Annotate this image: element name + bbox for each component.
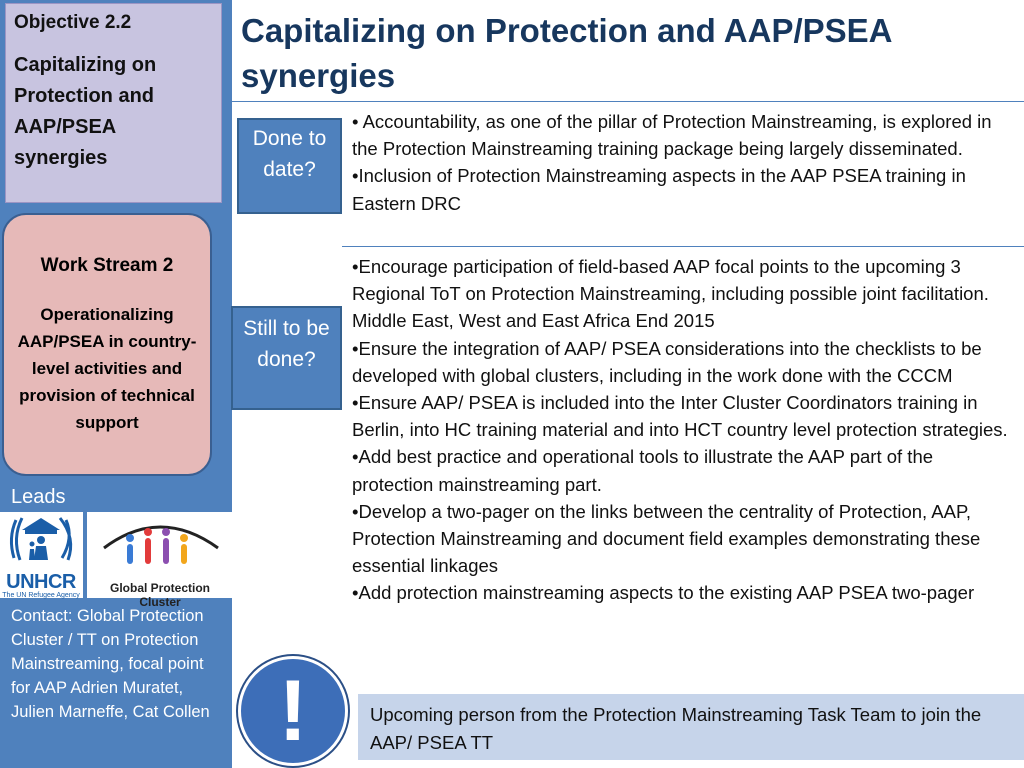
sidebar: [0, 0, 232, 768]
gpc-name: Global Protection Cluster: [109, 581, 210, 609]
workstream-title: Work Stream 2: [40, 255, 174, 276]
list-item: •Inclusion of Protection Mainstreaming aspects in the AAP PSEA training in Eastern DRC: [352, 165, 966, 214]
unhcr-tagline: The UN Refugee Agency: [2, 592, 80, 599]
list-item: •Ensure AAP/ PSEA is included into the Inter Cluster Coordinators training in Berlin, into HC training material and into HCT country level protection strategies.: [352, 392, 1008, 441]
page-title: Capitalizing on Protection and AAP/PSEA synergies: [241, 12, 892, 94]
logo-divider: [83, 512, 87, 598]
exclamation-icon: !: [238, 656, 348, 766]
workstream-description: Operationalizing AAP/PSEA in country-level activities and provision of technical support: [17, 305, 197, 432]
list-item: •Develop a two-pager on the links between the centrality of Protection, AAP, Protection Mainstreaming and document field examples demonstrating these essential linkages: [352, 500, 981, 577]
unhcr-emblem-icon: [0, 512, 82, 568]
workstream-box: [2, 213, 212, 476]
gpc-logo: [90, 512, 230, 609]
lead-logos: [0, 512, 232, 609]
section-divider: [342, 246, 1024, 247]
still-to-be-done-label: Still to be done?: [231, 306, 342, 410]
objective-number: Objective 2.2: [14, 12, 132, 33]
unhcr-logo: [0, 512, 82, 598]
upcoming-note: Upcoming person from the Protection Mainstreaming Task Team to join the AAP/ PSEA TT: [358, 694, 1024, 760]
contact-info: Contact: Global Protection Cluster / TT on Protection Mainstreaming, focal point for AAP Adrien Muratet, Julien Marneffe, Cat Collen: [11, 607, 210, 721]
list-item: • Accountability, as one of the pillar of Protection Mainstreaming, is explored in the Protection Mainstreaming training package being largely disseminated.: [352, 111, 992, 160]
list-item: •Ensure the integration of AAP/ PSEA considerations into the checklists to be developed with global clusters, including in the work done with the CCCM: [352, 337, 982, 386]
list-item: •Add best practice and operational tools to illustrate the AAP part of the protection mainstreaming part.: [352, 446, 934, 495]
todo-items: [352, 253, 1017, 607]
done-to-date-label: Done to date?: [237, 118, 342, 214]
list-item: •Encourage participation of field-based AAP focal points to the upcoming 3 Regional ToT on Protection Mainstreaming, including possible joint facilitation. Middle East, West and East Africa End 2015: [352, 256, 989, 332]
done-items: [352, 108, 1017, 217]
leads-label: Leads: [11, 486, 66, 508]
list-item: •Add protection mainstreaming aspects to the existing AAP PSEA two-pager: [352, 582, 975, 604]
objective-box: [5, 3, 222, 203]
objective-title: Capitalizing on Protection and AAP/PSEA synergies: [14, 54, 157, 169]
title-divider: [232, 101, 1024, 102]
unhcr-name: UNHCR: [6, 571, 76, 593]
gpc-emblem-icon: [90, 512, 230, 572]
